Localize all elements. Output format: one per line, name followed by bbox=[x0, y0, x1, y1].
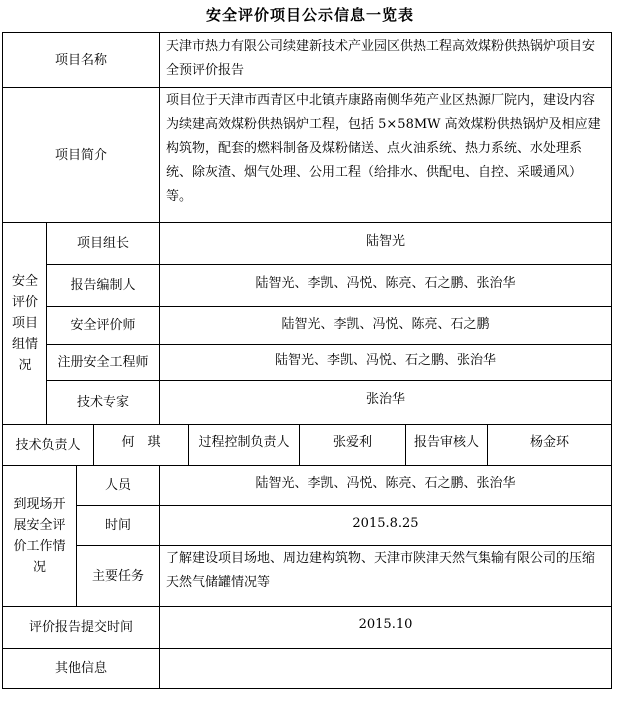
project-intro-value: 项目位于天津市西青区中北镇卉康路南侧华苑产业区热源厂院内，建设内容为续建高效煤粉供热锅炉工程，包括 5×58MW 高效煤粉供热锅炉及相应建构筑物，配套的燃料制备及煤粉储送、点火油系统、热力系统、水处理系统、除灰渣、烟气处理、公用工程（给排水、供配电、自控、采暖通风）等。 bbox=[166, 93, 601, 204]
team-group-label: 安全评价项目组情况 bbox=[11, 274, 38, 373]
tech-expert-label: 技术专家 bbox=[76, 395, 129, 410]
process-control-value: 张爱利 bbox=[332, 434, 372, 450]
site-task-value: 了解建设项目场地、周边建构筑物、天津市陕津天然气集输有限公司的压缩天然气储罐情况等 bbox=[166, 551, 596, 590]
site-time-label: 时间 bbox=[104, 518, 131, 533]
other-info-label: 其他信息 bbox=[54, 661, 107, 676]
report-reviewer-label: 报告审核人 bbox=[413, 434, 479, 450]
site-visit-group-label: 到现场开展安全评价工作情况 bbox=[13, 497, 66, 575]
submit-time-label: 评价报告提交时间 bbox=[28, 620, 133, 635]
table-border-right bbox=[611, 32, 612, 689]
safety-assessors-label: 安全评价师 bbox=[70, 318, 136, 333]
site-task-label: 主要任务 bbox=[91, 568, 144, 584]
report-authors-value: 陆智光、李凯、冯悦、陈亮、石之鹏、张治华 bbox=[255, 275, 516, 291]
report-reviewer-value: 杨金环 bbox=[529, 434, 569, 450]
site-personnel-value: 陆智光、李凯、冯悦、陈亮、石之鹏、张治华 bbox=[255, 475, 516, 491]
table-border-bottom bbox=[2, 688, 611, 689]
registered-engineers-value: 陆智光、李凯、冯悦、石之鹏、张治华 bbox=[274, 353, 496, 368]
team-leader-value: 陆智光 bbox=[365, 233, 405, 249]
tech-lead-label: 技术负责人 bbox=[15, 437, 81, 453]
submit-time-value: 2015.10 bbox=[358, 616, 413, 632]
registered-engineers-label: 注册安全工程师 bbox=[57, 355, 149, 370]
col-divider bbox=[159, 32, 160, 222]
project-intro-label: 项目简介 bbox=[54, 147, 107, 163]
site-time-value: 2015.8.25 bbox=[352, 515, 419, 531]
other-info-value bbox=[160, 649, 611, 688]
tech-expert-value: 张治华 bbox=[365, 391, 405, 407]
report-authors-label: 报告编制人 bbox=[70, 278, 136, 293]
page-title: 安全评价项目公示信息一览表 bbox=[205, 6, 414, 24]
project-name-value: 天津市热力有限公司续建新技术产业园区供热工程高效煤粉供热锅炉项目安全预评价报告 bbox=[166, 39, 596, 78]
project-name-label: 项目名称 bbox=[54, 52, 107, 68]
team-leader-label: 项目组长 bbox=[76, 236, 129, 251]
tech-lead-value: 何 琪 bbox=[121, 434, 161, 450]
process-control-label: 过程控制负责人 bbox=[198, 434, 290, 450]
safety-assessors-value: 陆智光、李凯、冯悦、陈亮、石之鹏 bbox=[281, 316, 490, 332]
site-personnel-label: 人员 bbox=[104, 478, 131, 493]
